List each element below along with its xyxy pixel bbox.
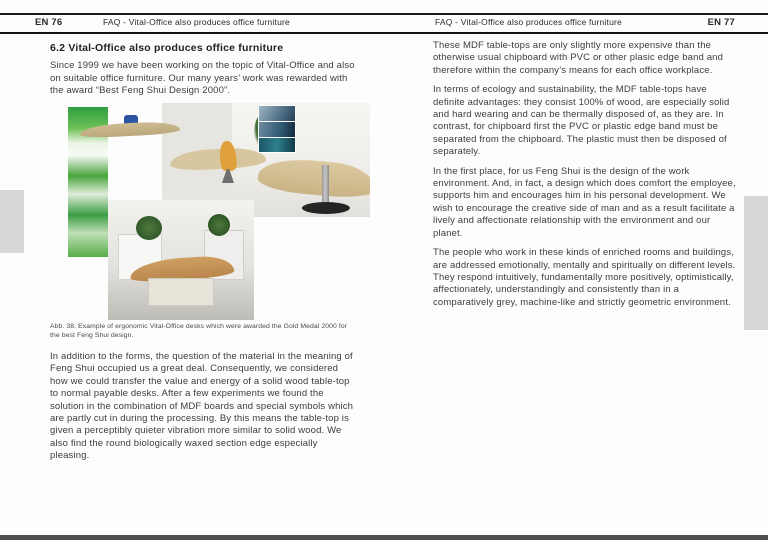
desk-pedestal — [322, 165, 329, 205]
room-plant-2 — [208, 214, 230, 236]
header-rule — [0, 32, 768, 34]
figure-caption: Abb. 38. Example of ergonomic Vital-Office desks which were awarded the Gold Medal 2000 for the best Feng Shui design. — [50, 323, 348, 339]
curved-desk-right — [257, 156, 370, 200]
thumb-index-tab-right — [744, 196, 768, 330]
page-number-right: EN 77 — [707, 17, 735, 28]
desk-blue-front-panel — [88, 135, 170, 159]
room-plant-1 — [136, 216, 162, 240]
page-number-left: EN 76 — [35, 17, 63, 28]
header-title-right: FAQ - Vital-Office also produces office furniture — [435, 17, 622, 27]
right-page-column — [433, 40, 736, 316]
running-header — [0, 15, 768, 32]
left-page-column — [50, 42, 356, 105]
left-body-paragraph: In addition to the forms, the question of the material in the meaning of Feng Shui occupied us a great deal. Consequently, we considered how we could transfer the value and energy of a solid wood table-top to normal payable desks. After a few experiments we found the solution in the combination of MDF boards and special symbols which are partly cut in during the processing. By this means the table-top is given a perceptibly quieter vibration more similar to solid wood. We also find the round biologically waxed section edge especially pleasing. — [50, 351, 354, 462]
photo-stack-teal — [258, 105, 296, 153]
header-title-left: FAQ - Vital-Office also produces office furniture — [103, 17, 290, 27]
teal-photo-1 — [259, 106, 295, 121]
figure-collage — [50, 103, 372, 321]
footer-bar — [0, 535, 768, 540]
right-paragraph-4: The people who work in these kinds of enriched rooms and buildings, are addressed emotionally, mentally and spiritually on different levels. They respond intuitively, fundamentally more positively, optimistically, affectionately, understandingly and consistently than in a comparatively grey, machine-like and strictly geometric environment. — [433, 247, 736, 308]
thumb-index-tab-left — [0, 190, 24, 253]
pedestal-disc-base — [302, 202, 350, 214]
office-room-photo — [108, 200, 254, 320]
orange-office-chair — [218, 140, 237, 172]
teal-photo-3 — [259, 138, 295, 152]
right-paragraph-1: These MDF table-tops are only slightly more expensive than the otherwise usual chipboard with PVC or other plasic edge band and therefore within the company’s means for each office workplace. — [433, 40, 724, 76]
height-adjustable-desk — [80, 115, 180, 199]
teal-photo-2 — [259, 122, 295, 137]
right-paragraph-2: In terms of ecology and sustainability, the MDF table-tops have definite advantages: they consist 100% of wood, are especially solid and hard wearing and can be thermally disposed of, as they are. In contrast, for chipboard first the PVC or plastic edge band must be separated from the chipboard. The plastic must then be disposed of separately. — [433, 84, 730, 158]
section-heading: 6.2 Vital-Office also produces office furniture — [50, 42, 284, 54]
right-paragraph-3: In the first place, for us Feng Shui is the design of the work environment. And, in fact, a design which does comfort the employee, supports him and encourages him in his personal development. We wish to encourage the creative side of man and as a result facilitate a lively and affectionate relationship with the environment and our planet. — [433, 165, 736, 239]
counter-base — [148, 278, 214, 306]
intro-paragraph: Since 1999 we have been working on the topic of Vital-Office and also on suitable office furniture. Our many years’ work was rewarded with the award “Best Feng Shui Design 2000”. — [50, 60, 355, 97]
